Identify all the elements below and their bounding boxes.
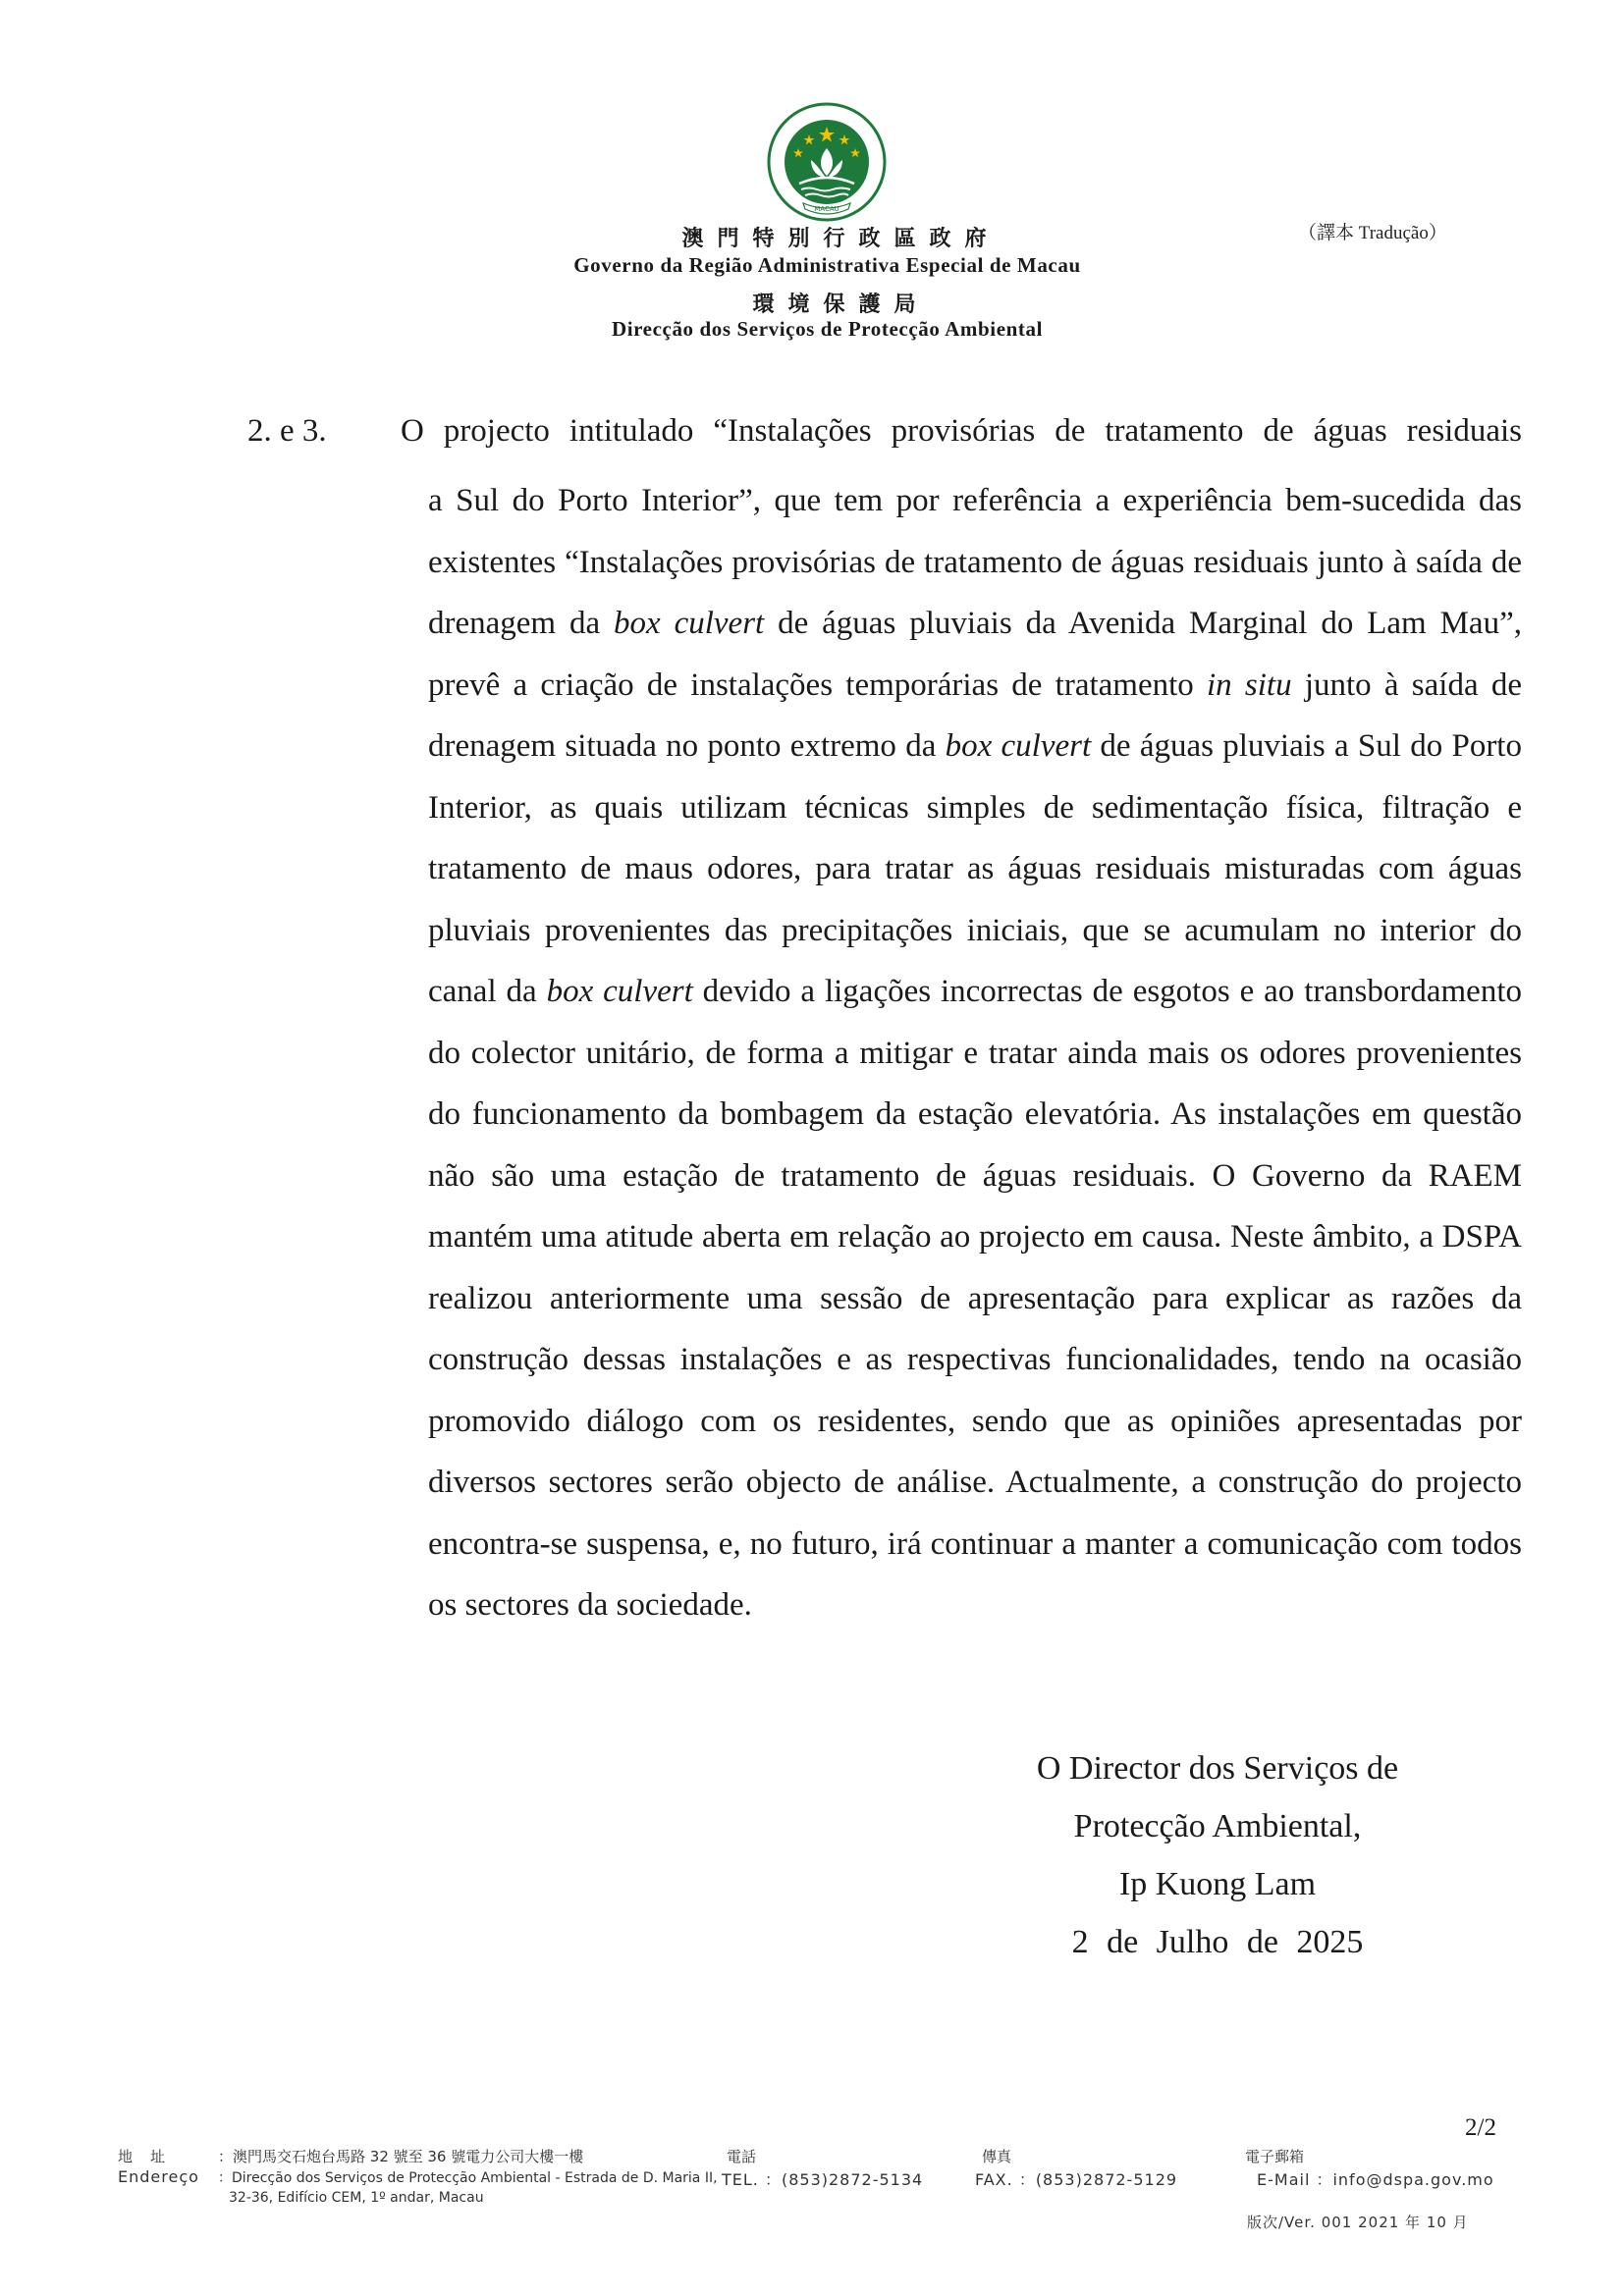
paragraph-text: junto à saída de drenagem situada no ponto extremo da: [428, 667, 1522, 764]
signature-title-line2: Protecção Ambiental,: [1073, 1808, 1362, 1844]
signature-date: 2 de Julho de 2025: [1071, 1924, 1364, 1960]
government-name-chinese: 澳門特別行政區政府: [681, 227, 1001, 251]
footer-address-zh: ：澳門馬交石炮台馬路 32 號至 36 號電力公司大樓一樓: [218, 2148, 584, 2165]
footer-email[interactable]: E-Mail ：info@dspa.gov.mo: [1257, 2170, 1494, 2189]
signature-name: Ip Kuong Lam: [1118, 1866, 1317, 1902]
department-name-chinese: 環境保護局: [752, 293, 930, 317]
translation-note: （譯本 Tradução）: [1298, 223, 1447, 243]
paragraph-text: de águas pluviais a Sul do Porto Interior, as quais utilizam técnicas simples de sedimentação física, filtração e tratamento de maus odores, para tratar as águas residuais misturadas com águas pluviais provenientes das precipitações iniciais, que se acumulam no interior do canal da: [428, 728, 1522, 1009]
footer-email-label-zh: 電子郵箱: [1245, 2148, 1305, 2165]
italic-term: box culvert: [945, 728, 1092, 764]
footer-address-pt-line2: 32-36, Edifício CEM, 1º andar, Macau: [229, 2190, 484, 2206]
paragraph-text: de águas pluviais da Avenida Marginal do Lam Mau”, prevê a criação de instalações temporárias de tratamento: [428, 606, 1522, 703]
paragraph-first-line: O projecto intitulado “Instalações provisórias de tratamento de águas residuais: [401, 413, 1522, 449]
footer-address-pt-line1: ：Direcção dos Serviços de Protecção Ambiental - Estrada de D. Maria II,: [218, 2170, 718, 2186]
paragraph-text: devido a ligações incorrectas de esgotos e ao transbordamento do colector unitário, de forma a mitigar e tratar ainda mais os odores provenientes do funcionamento da bombagem da estação elevatória. As instalações em questão não são uma estação de tratamento de águas residuais. O Governo da RAEM mantém uma atitude aberta em relação ao projecto em causa. Neste âmbito, a DSPA realizou anteriormente uma sessão de apresentação para explicar as razões da construção dessas instalações e as respectivas funcionalidades, tendo na ocasião promovido diálogo com os residentes, sendo que as opiniões apresentadas por diversos sectores serão objecto de análise. Actualmente, a construção do projecto encontra-se suspensa, e, no futuro, irá continuar a manter a comunicação com todos os sectores da sociedade.: [428, 974, 1522, 1623]
footer-fax: FAX. ：(853)2872-5129: [975, 2170, 1178, 2189]
footer-tel-label-zh: 電話: [727, 2148, 757, 2165]
macau-emblem-icon: [766, 101, 888, 223]
footer-version: 版次/Ver. 001 2021 年 10 月: [1247, 2214, 1469, 2231]
paragraph-body: [428, 470, 1522, 1636]
footer-tel: TEL. ：(853)2872-5134: [722, 2170, 924, 2189]
department-name-portuguese: Direcção dos Serviços de Protecção Ambiental: [611, 317, 1044, 341]
footer-address-label-zh: 地址: [118, 2148, 184, 2165]
signature-title-line1: O Director dos Serviços de: [1036, 1750, 1399, 1787]
italic-term: in situ: [1207, 667, 1292, 703]
paragraph-number: 2. e 3.: [247, 413, 327, 449]
paragraph-text: a Sul do Porto Interior”, que tem por referência a experiência bem-sucedida das existentes “Instalações provisórias de tratamento de águas residuais junto à saída de drenagem da: [428, 483, 1522, 641]
svg-text:MACAU: MACAU: [814, 205, 839, 213]
government-name-portuguese: Governo da Região Administrativa Especial de Macau: [573, 253, 1081, 277]
italic-term: box culvert: [614, 606, 765, 641]
footer-address-label-pt: Endereço: [118, 2167, 199, 2186]
footer-fax-label-zh: 傳真: [982, 2148, 1012, 2165]
italic-term: box culvert: [546, 974, 693, 1009]
page-number: 2/2: [1465, 2114, 1496, 2141]
